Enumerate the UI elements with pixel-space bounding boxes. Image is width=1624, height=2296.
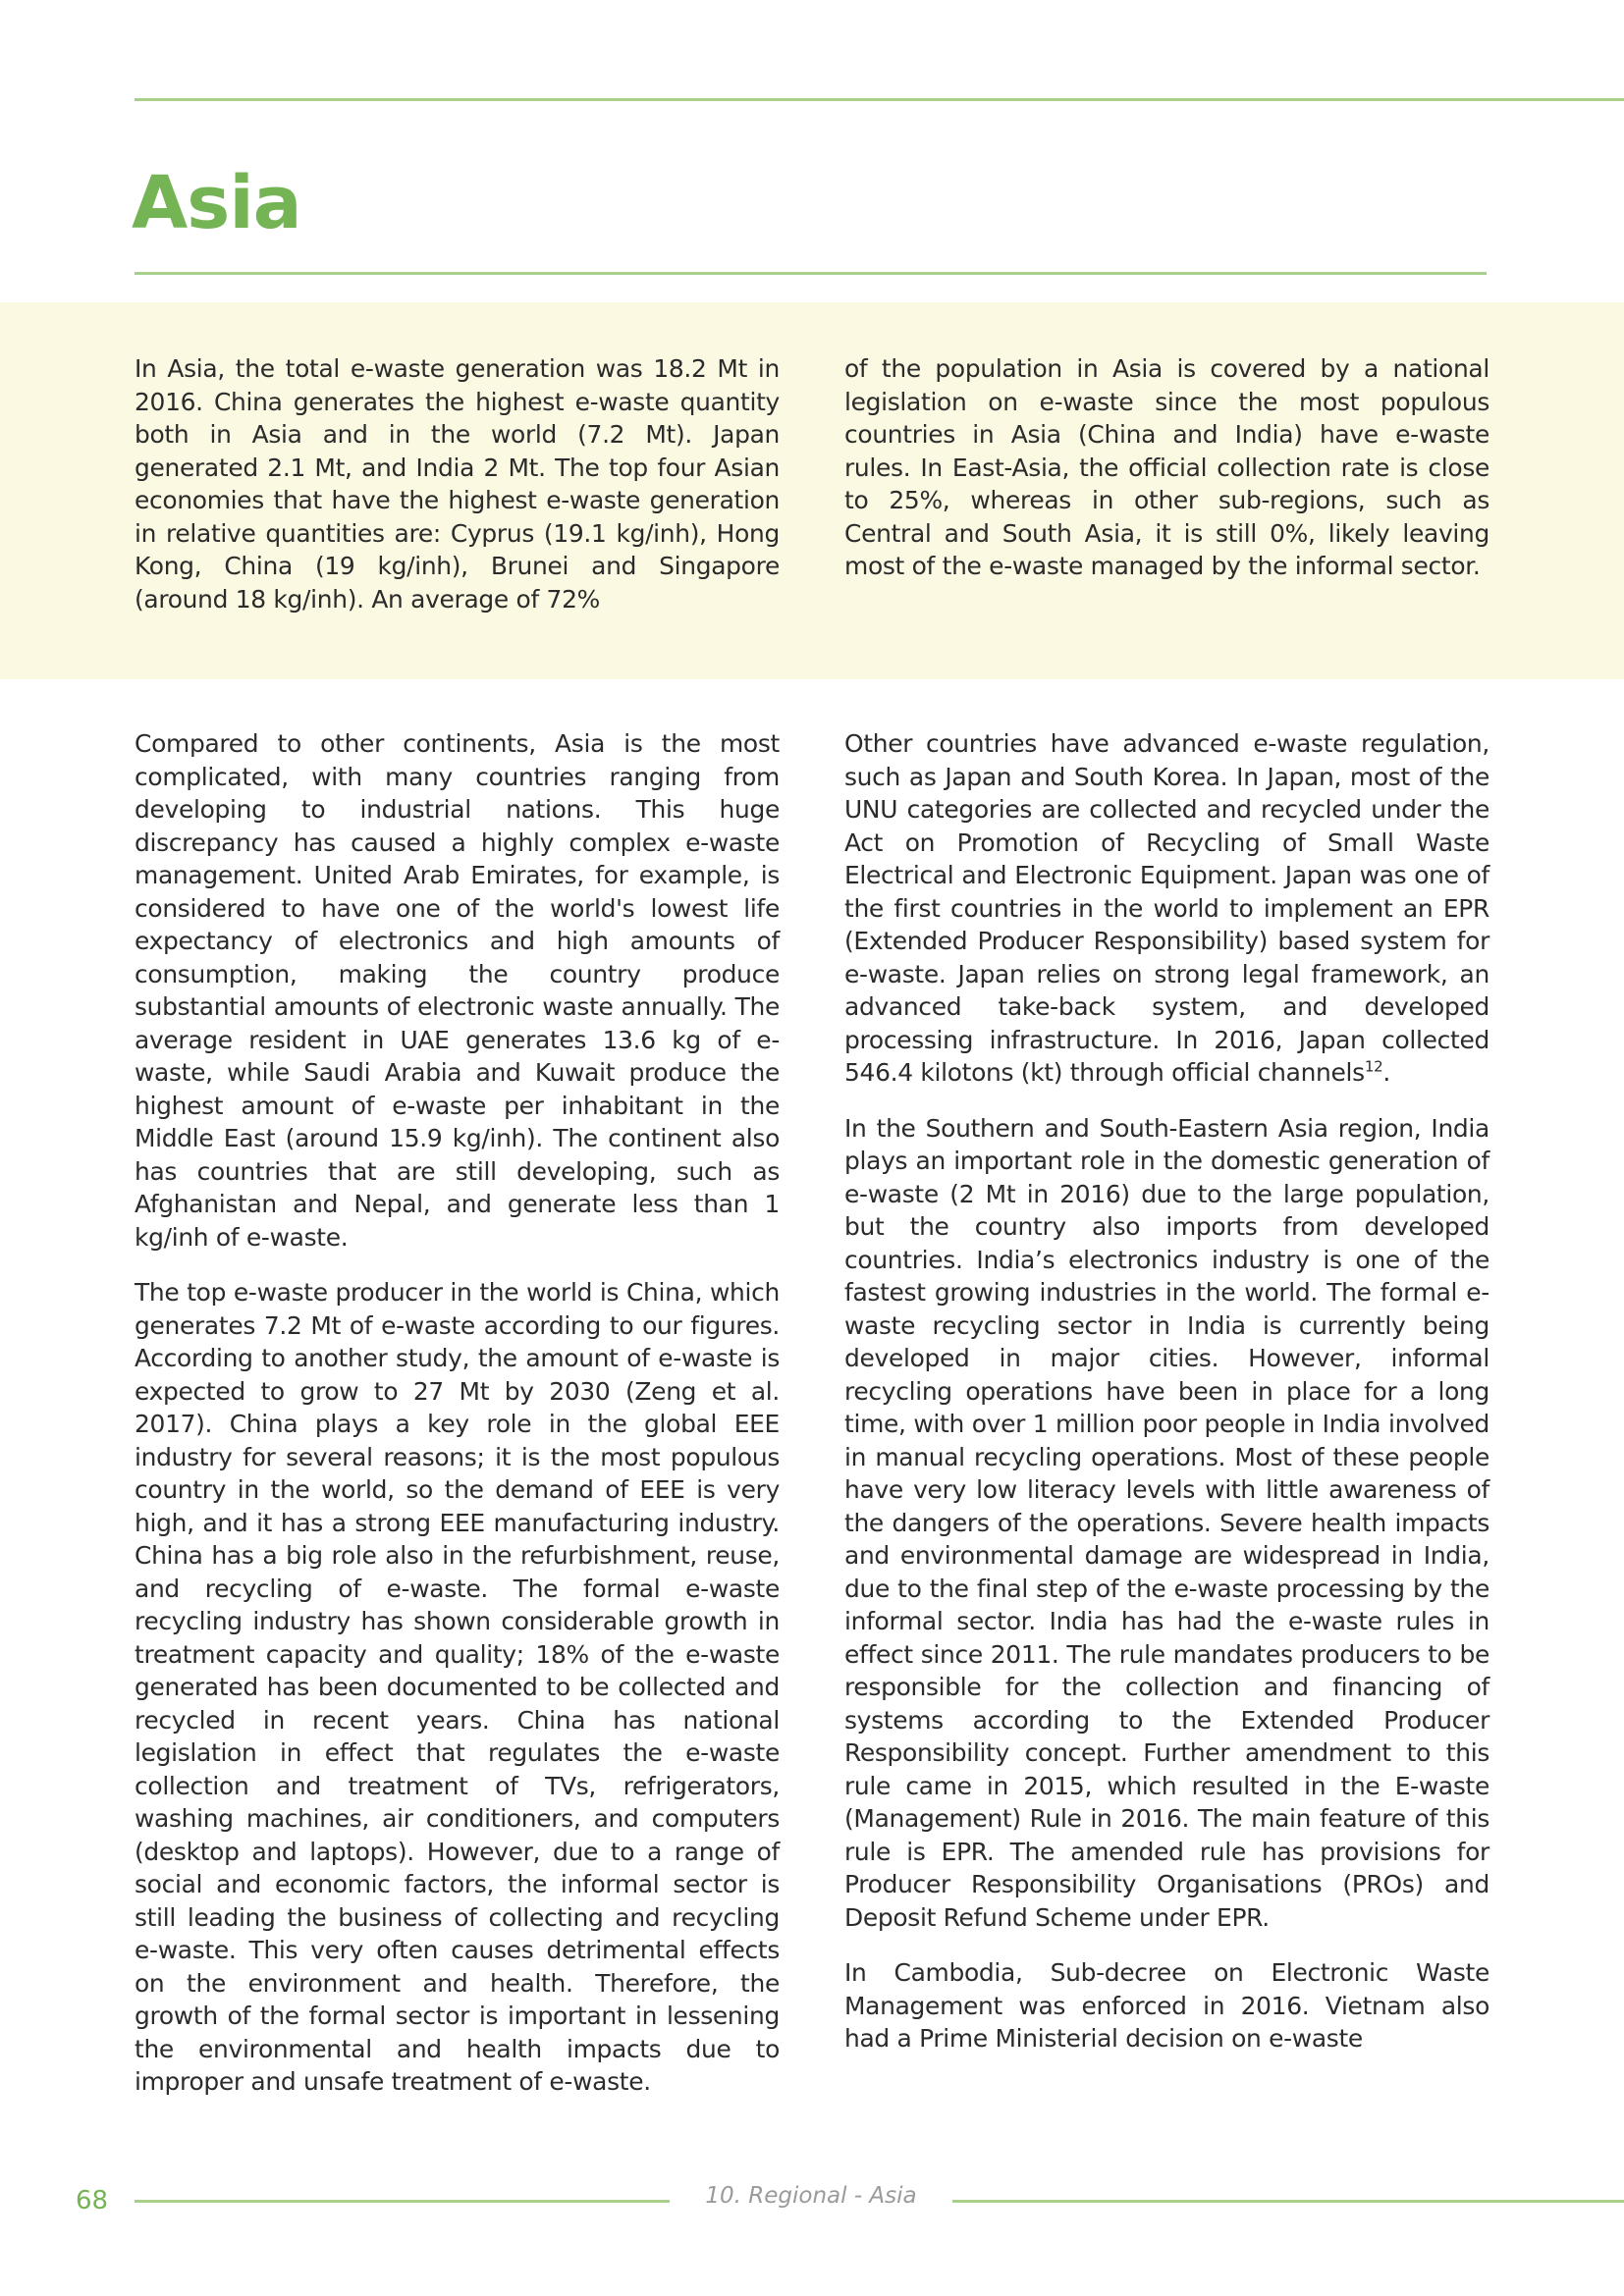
top-divider — [135, 98, 1624, 101]
body-paragraph-japan — [844, 727, 1489, 1090]
footer-divider-left — [135, 2200, 670, 2203]
running-footer-title: 10. Regional - Asia — [705, 2183, 917, 2209]
summary-column-right — [844, 352, 1489, 583]
sentence-end: . — [1382, 1058, 1390, 1087]
japan-text: Other countries have advanced e-waste regulation, such as Japan and South Korea. In Japan, most of the UNU categories are collected and recycled under the Act on Promotion of Recycling of Small Waste Electrical and Electronic Equipment. Japan was one of the first countries in the world to implement an EPR (Extended Producer Responsibility) based system for e-waste. Japan relies on strong legal framework, an advanced take-back system, and developed processing infrastructure. In 2016, Japan collected 546.4 kilotons (kt) through official channels — [844, 729, 1489, 1087]
body-paragraph-cambodia: In Cambodia, Sub-decree on Electronic Waste Management was enforced in 2016. Vietnam also had a Prime Ministerial decision on e-waste — [844, 1958, 1489, 2053]
body-paragraph: Compared to other continents, Asia is the most complicated, with many countries ranging from developing to industrial nations. This huge discrepancy has caused a highly complex e-waste management. United Arab Emirates, for example, is considered to have one of the world's lowest life expectancy of electronics and high amounts of consumption, making the country produce substantial amounts of electronic waste annually. The average resident in UAE generates 13.6 kg of e-waste, while Saudi Arabia and Kuwait produce the highest amount of e-waste per inhabitant in the Middle East (around 15.9 kg/inh). The continent also has countries that are still developing, such as Afghanistan and Nepal, and generate less than 1 kg/inh of e-waste. — [135, 729, 780, 1252]
body-paragraph: The top e-waste producer in the world is China, which generates 7.2 Mt of e-waste according to our figures. According to another study, the amount of e-waste is expected to grow to 27 Mt by 2030 (Zeng et al. 2017). China plays a key role in the global EEE industry for several reasons; it is the most populous country in the world, so the demand of EEE is very high, and it has a strong EEE manufacturing industry. China has a big role also in the refurbishment, reuse, and recycling of e-waste. The formal e-waste recycling industry has shown considerable growth in treatment capacity and quality; 18% of the e-waste generated has been documented to be collected and recycled in recent years. China has national legislation in effect that regulates the e-waste collection and treatment of TVs, refrigerators, washing machines, air conditioners, and computers (desktop and laptops). However, due to a range of social and economic factors, the informal sector is still leading the business of collecting and recycling e-waste. This very often causes detrimental effects on the environment and health. Therefore, the growth of the formal sector is important in lessening the environmental and health impacts due to improper and unsafe treatment of e-waste. — [135, 1278, 780, 2096]
summary-paragraph-left: In Asia, the total e-waste generation was 18.2 Mt in 2016. China generates the highest e-waste quantity both in Asia and in the world (7.2 Mt). Japan generated 2.1 Mt, and India 2 Mt. The top four Asian economies that have the highest e-waste generation in relative quantities are: Cyprus (19.1 kg/inh), Hong Kong, China (19 kg/inh), Brunei and Singapore (around 18 kg/inh). An average of 72% — [135, 354, 780, 614]
body-column-left — [135, 727, 780, 2099]
summary-paragraph-right: of the population in Asia is covered by a national legislation on e-waste since the most populous countries in Asia (China and India) have e-waste rules. In East-Asia, the official collection rate is close to 25%, whereas in other sub-regions, such as Central and South Asia, it is still 0%, likely leaving most of the e-waste managed by the informal sector. — [844, 354, 1489, 580]
footer-divider-right — [952, 2200, 1624, 2203]
page-number: 68 — [76, 2186, 109, 2216]
footnote-reference[interactable]: 12 — [1364, 1057, 1383, 1076]
body-column-right — [844, 727, 1489, 2056]
summary-column-left — [135, 352, 780, 615]
title-underline — [135, 272, 1487, 275]
page-title: Asia — [132, 161, 301, 245]
body-paragraph-india: In the Southern and South-Eastern Asia region, India plays an important role in the domestic generation of e-waste (2 Mt in 2016) due to the large population, but the country also imports from developed countries. India’s electronics industry is one of the fastest growing industries in the world. The formal e-waste recycling sector in India is currently being developed in major cities. However, informal recycling operations have been in place for a long time, with over 1 million poor people in India involved in manual recycling operations. Most of these people have very low literacy levels with little awareness of the dangers of the operations. Severe health impacts and environmental damage are widespread in India, due to the final step of the e-waste processing by the informal sector. India has had the e-waste rules in effect since 2011. The rule mandates producers to be responsible for the collection and financing of systems according to the Extended Producer Responsibility concept. Further amendment to this rule came in 2015, which resulted in the E-waste (Management) Rule in 2016. The main feature of this rule is EPR. The amended rule has provisions for Producer Responsibility Organisations (PROs) and Deposit Refund Scheme under EPR. — [844, 1113, 1489, 1932]
